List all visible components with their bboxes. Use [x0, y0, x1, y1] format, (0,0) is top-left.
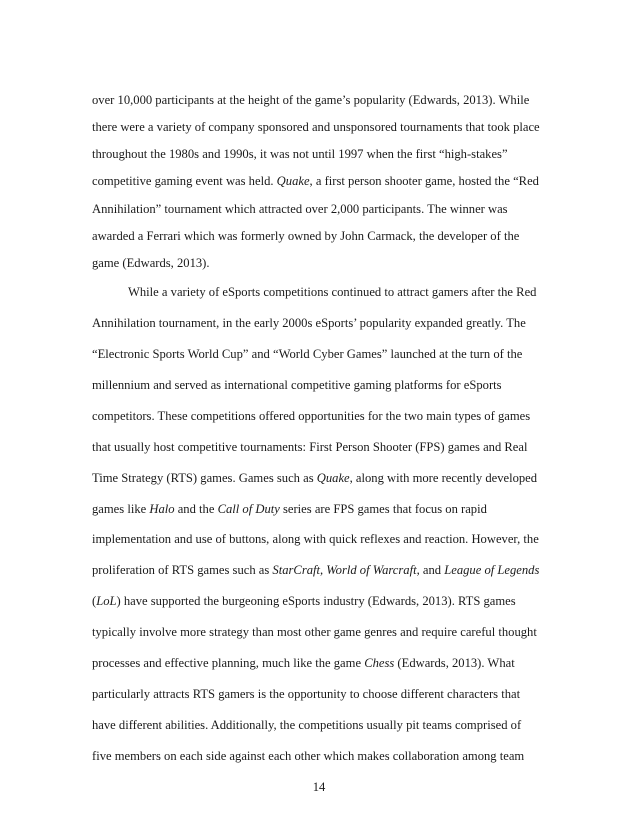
- paragraph-2-line-5: competitors. These competitions offered opportunities for the two main types of games: [92, 409, 531, 423]
- paragraph-2-line-11: (LoL) have supported the burgeoning eSports industry (Edwards, 2013). RTS games: [92, 594, 516, 608]
- paragraph-2-line-9: implementation and use of buttons, along with quick reflexes and reaction. However, the: [92, 532, 539, 546]
- paragraph-2-line-3: “Electronic Sports World Cup” and “World Cyber Games” launched at the turn of the: [92, 347, 523, 361]
- game-title-halo: Halo: [149, 502, 175, 516]
- paragraph-2-line-1: While a variety of eSports competitions continued to attract gamers after the Red: [128, 285, 537, 299]
- paragraph-2-line-14: particularly attracts RTS gamers is the opportunity to choose different characters that: [92, 687, 521, 701]
- page-number: 14: [312, 780, 326, 794]
- paragraph-2-line-15: have different abilities. Additionally, the competitions usually pit teams comprised of: [92, 718, 522, 732]
- paragraph-2-line-12: typically involve more strategy than most other game genres and require careful thought: [92, 625, 537, 639]
- game-title-call-of-duty: Call of Duty: [217, 502, 280, 516]
- game-title-quake: Quake: [276, 174, 310, 188]
- paragraph-2-line-6: that usually host competitive tournaments: First Person Shooter (FPS) games and Real: [92, 440, 528, 454]
- paragraph-2-line-8: games like Halo and the Call of Duty series are FPS games that focus on rapid: [92, 502, 487, 516]
- game-title-lol: LoL: [96, 594, 117, 608]
- paragraph-1-line-3: throughout the 1980s and 1990s, it was not until 1997 when the first “high-stakes”: [92, 147, 508, 161]
- game-titles-starcraft-wow: StarCraft, World of Warcraft,: [272, 563, 420, 577]
- paragraph-1-line-1: over 10,000 participants at the height of the game’s popularity (Edwards, 2013). While: [92, 93, 530, 107]
- paragraph-1-line-7: game (Edwards, 2013).: [92, 256, 210, 270]
- game-title-league-of-legends: League of Legends: [444, 563, 540, 577]
- paragraph-2-line-16: five members on each side against each other which makes collaboration among team: [92, 749, 525, 763]
- paragraph-2-line-2: Annihilation tournament, in the early 2000s eSports’ popularity expanded greatly. The: [92, 316, 526, 330]
- paragraph-2-line-7: Time Strategy (RTS) games. Games such as Quake, along with more recently developed: [92, 471, 538, 485]
- paragraph-1-line-2: there were a variety of company sponsored and unsponsored tournaments that took place: [92, 120, 540, 134]
- paragraph-2-line-4: millennium and served as international competitive gaming platforms for eSports: [92, 378, 502, 392]
- paragraph-1-line-4: competitive gaming event was held. Quake, a first person shooter game, hosted the “Red: [92, 174, 539, 188]
- paragraph-2-line-13: processes and effective planning, much like the game Chess (Edwards, 2013). What: [92, 656, 515, 670]
- paragraph-2-line-10: proliferation of RTS games such as StarCraft, World of Warcraft, and League of Legends: [92, 563, 540, 577]
- paragraph-1-line-5: Annihilation” tournament which attracted over 2,000 participants. The winner was: [92, 202, 508, 216]
- game-title-quake: Quake: [316, 471, 350, 485]
- paragraph-1-line-6: awarded a Ferrari which was formerly owned by John Carmack, the developer of the: [92, 229, 520, 243]
